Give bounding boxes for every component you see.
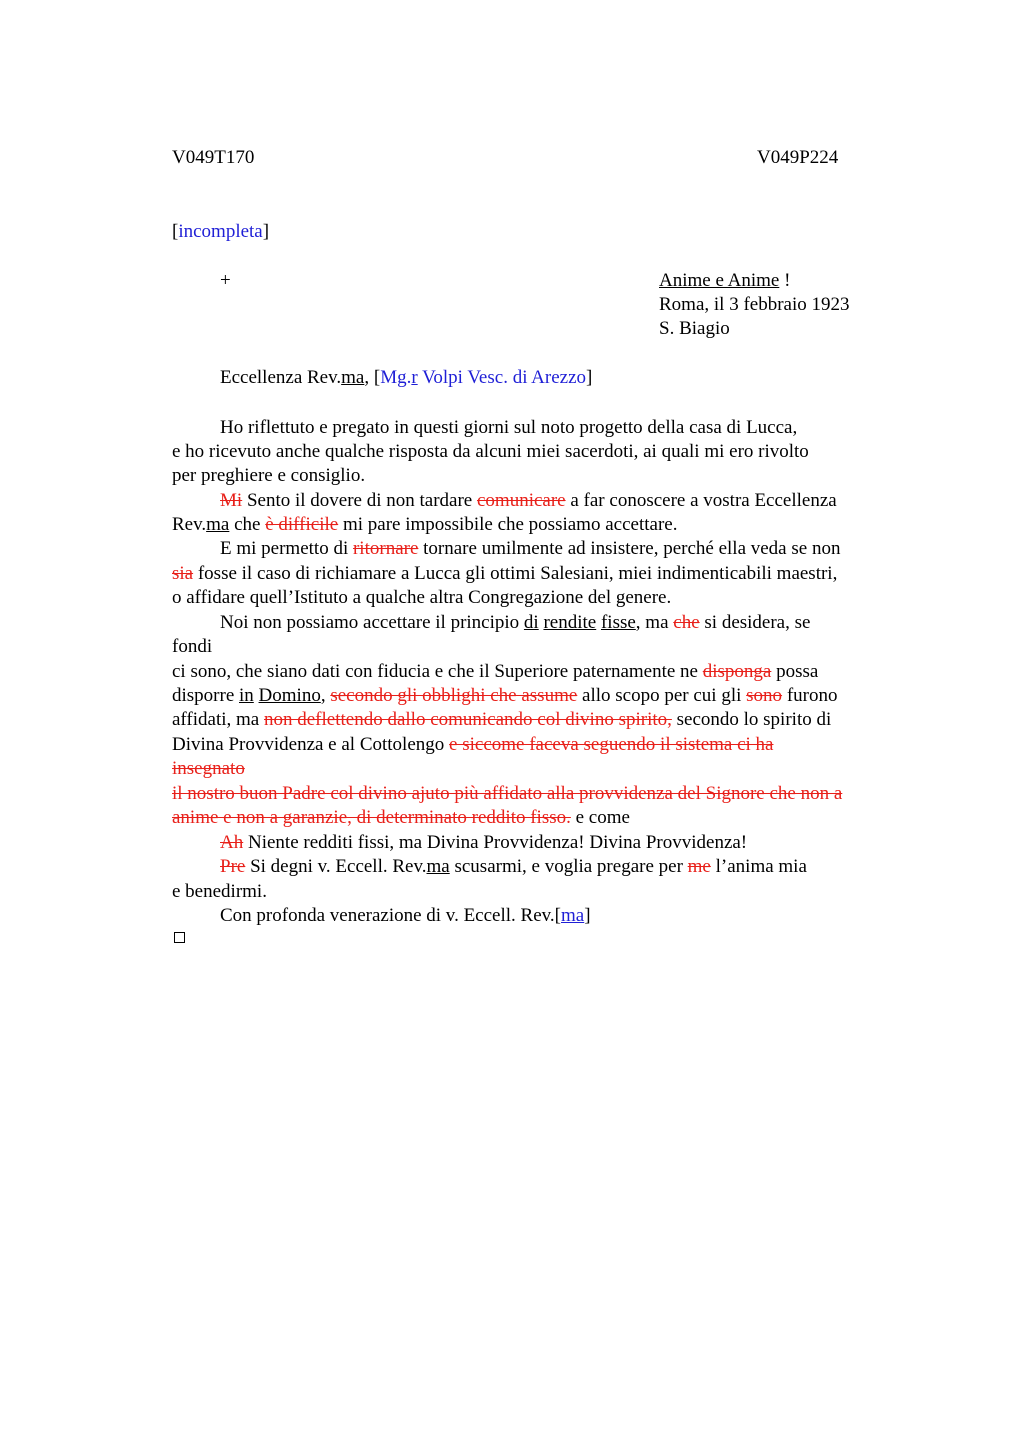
deletion: Ah [220,832,244,853]
body-line: Rev.ma che è difficile mi pare impossibile che possiamo accettare. [172,514,678,535]
deletion: disponga [702,661,772,682]
document-code-left: V049T170 [172,147,255,168]
deletion: e siccome faceva seguendo il sistema ci ha [449,734,774,755]
body-line: o affidare quell’Istituto a qualche altra Congregazione del genere. [172,587,672,608]
body-line: per preghiere e consiglio. [172,465,366,486]
deletion: comunicare [476,490,566,511]
body-line: e ho ricevuto anche qualche risposta da alcuni miei sacerdoti, ai quali mi ero rivolto [172,441,809,462]
deletion: è difficile [265,514,339,535]
body-line: disporre in Domino, secondo gli obblighi che assume allo scopo per cui gli sono furono [172,685,838,706]
body-line: Ah Niente redditi fissi, ma Divina Provvidenza! Divina Provvidenza! [220,832,748,853]
body-line: Noi non possiamo accettare il principio di rendite fisse, ma che si desidera, se [220,612,811,633]
body-line: sia fosse il caso di richiamare a Lucca gli ottimi Salesiani, miei indimenticabili maestri, [172,563,838,584]
motto: Anime e Anime ! [659,270,791,291]
body-line: ci sono, che siano dati con fiducia e che il Superiore paternamente ne disponga possa [172,661,819,682]
salutation: Eccellenza Rev.ma, [Mg.r Volpi Vesc. di Arezzo] [220,367,593,388]
addressee: Mg.r Volpi Vesc. di Arezzo [380,367,587,388]
body-line: anime e non a garanzie, di determinato reddito fisso. e come [172,807,630,828]
deletion: sia [172,563,194,584]
place-date: Roma, il 3 febbraio 1923 [659,294,850,315]
deletion-line: il nostro buon Padre col divino ajuto più affidato alla provvidenza del Signore che non a [172,783,843,804]
body-line: Divina Provvidenza e al Cottolengo e siccome faceva seguendo il sistema ci ha [172,734,774,755]
deletion-line: insegnato [172,758,245,779]
body-line: Pre Si degni v. Eccell. Rev.ma scusarmi, e voglia pregare per me l’anima mia [220,856,807,877]
status-label: incompleta [178,221,263,242]
closing-abbr-link[interactable]: ma [561,905,585,926]
saint-day: S. Biagio [659,318,730,339]
deletion: secondo gli obblighi che assume [330,685,578,706]
closing-line: Con profonda venerazione di v. Eccell. Rev.[ma] [220,905,591,926]
cross-mark: + [220,270,231,291]
document-code-right: V049P224 [757,147,839,168]
deletion: Pre [220,856,246,877]
body-line: e benedirmi. [172,881,267,902]
status-note: [incompleta] [172,221,270,242]
deletion: anime e non a garanzie, di determinato reddito fisso. [172,807,571,828]
end-marker-box [174,932,185,943]
deletion: Mi [220,490,243,511]
deletion: che [673,612,700,633]
body-line: E mi permetto di ritornare tornare umilmente ad insistere, perché ella veda se non [220,538,841,559]
body-line: Mi Sento il dovere di non tardare comunicare a far conoscere a vostra Eccellenza [220,490,837,511]
deletion: non deflettendo dallo comunicando col divino spirito, [263,709,672,730]
body-line: Ho riflettuto e pregato in questi giorni sul noto progetto della casa di Lucca, [220,417,798,438]
deletion: sono [746,685,783,706]
deletion: ritornare [352,538,419,559]
deletion: me [687,856,711,877]
body-line: affidati, ma non deflettendo dallo comunicando col divino spirito, secondo lo spirito di [172,709,832,730]
body-line: fondi [172,636,213,657]
